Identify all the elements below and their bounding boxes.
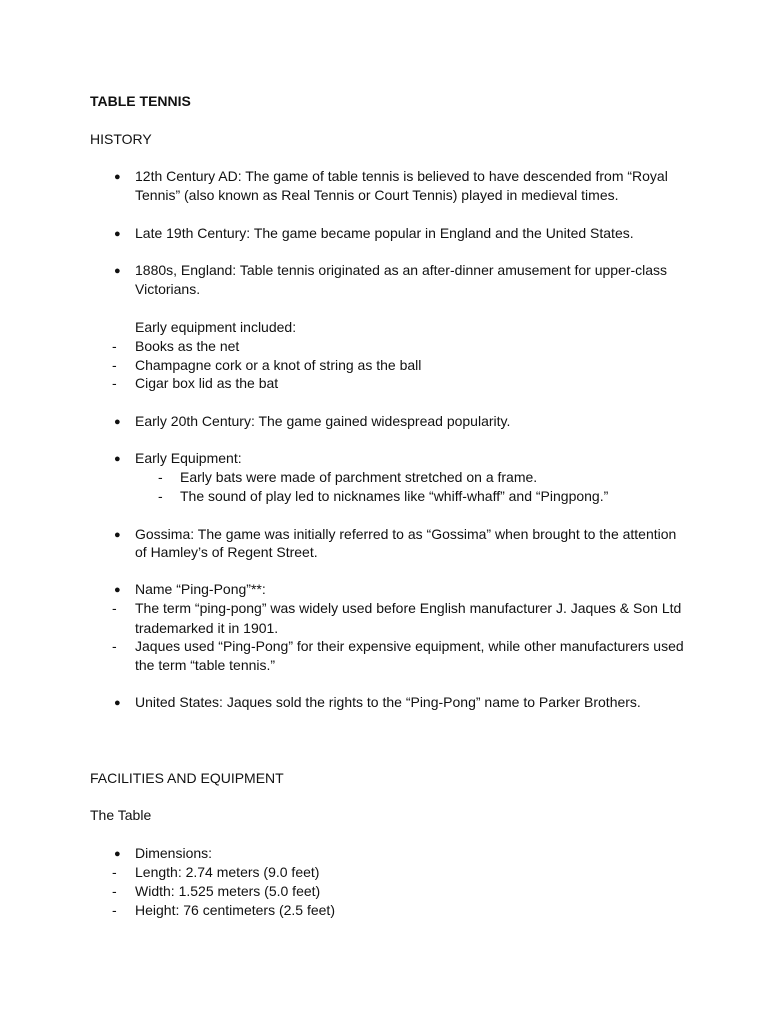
dimensions-label: Dimensions: [135, 845, 213, 861]
dash-icon: - [112, 375, 117, 391]
history-item-6-line-2: of Hamley’s of Regent Street. [135, 544, 318, 560]
early-equipment-item: Books as the net [135, 338, 240, 354]
dash-icon: - [112, 600, 117, 616]
bullet-icon: ● [114, 228, 121, 240]
dash-icon: - [112, 883, 117, 899]
bullet-icon: ● [114, 265, 121, 277]
history-item-7-line-1: Name “Ping-Pong”**: [135, 581, 266, 597]
early-equipment-intro: Early equipment included: [135, 319, 297, 335]
dash-icon: - [112, 864, 117, 880]
bullet-icon: ● [114, 453, 121, 465]
history-item-1-line-1: 12th Century AD: The game of table tennis is believed to have descended from “Royal [135, 168, 668, 184]
ping-pong-item-1-line-2: trademarked it in 1901. [135, 620, 279, 636]
dash-icon: - [112, 638, 117, 654]
history-item-5-line-1: Early Equipment: [135, 450, 242, 466]
history-item-4-line-1: Early 20th Century: The game gained widespread popularity. [135, 413, 511, 429]
dash-icon: - [112, 338, 117, 354]
history-item-1-line-2: Tennis” (also known as Real Tennis or Court Tennis) played in medieval times. [135, 187, 619, 203]
history-item-3-line-2: Victorians. [135, 281, 201, 297]
section-heading-facilities: FACILITIES AND EQUIPMENT [90, 770, 284, 786]
early-equipment-item: Champagne cork or a knot of string as the ball [135, 357, 422, 373]
subheading-the-table: The Table [90, 807, 152, 823]
ping-pong-item-2-line-1: Jaques used “Ping-Pong” for their expensive equipment, while other manufacturers used [135, 638, 684, 654]
dash-icon: - [112, 357, 117, 373]
early-equipment-sub-item: The sound of play led to nicknames like “whiff-whaff” and “Pingpong.” [180, 488, 609, 504]
dimension-item: Width: 1.525 meters (5.0 feet) [135, 883, 321, 899]
ping-pong-item-2-line-2: the term “table tennis.” [135, 657, 276, 673]
dimension-item: Height: 76 centimeters (2.5 feet) [135, 902, 335, 918]
bullet-icon: ● [114, 416, 121, 428]
doc-title: TABLE TENNIS [90, 93, 191, 109]
bullet-icon: ● [114, 171, 121, 183]
early-equipment-item: Cigar box lid as the bat [135, 375, 279, 391]
history-item-6-line-1: Gossima: The game was initially referred to as “Gossima” when brought to the attention [135, 526, 677, 542]
dash-icon: - [158, 469, 163, 485]
history-item-2-line-1: Late 19th Century: The game became popular in England and the United States. [135, 225, 634, 241]
history-item-8-line-1: United States: Jaques sold the rights to the “Ping-Pong” name to Parker Brothers. [135, 694, 641, 710]
early-equipment-sub-item: Early bats were made of parchment stretched on a frame. [180, 469, 538, 485]
ping-pong-item-1-line-1: The term “ping-pong” was widely used before English manufacturer J. Jaques & Son Ltd [135, 600, 682, 616]
history-item-3-line-1: 1880s, England: Table tennis originated as an after-dinner amusement for upper-class [135, 262, 668, 278]
bullet-icon: ● [114, 584, 121, 596]
bullet-icon: ● [114, 848, 121, 860]
dash-icon: - [158, 488, 163, 504]
dash-icon: - [112, 902, 117, 918]
bullet-icon: ● [114, 697, 121, 709]
section-heading-history: HISTORY [90, 131, 152, 147]
bullet-icon: ● [114, 529, 121, 541]
dimension-item: Length: 2.74 meters (9.0 feet) [135, 864, 320, 880]
